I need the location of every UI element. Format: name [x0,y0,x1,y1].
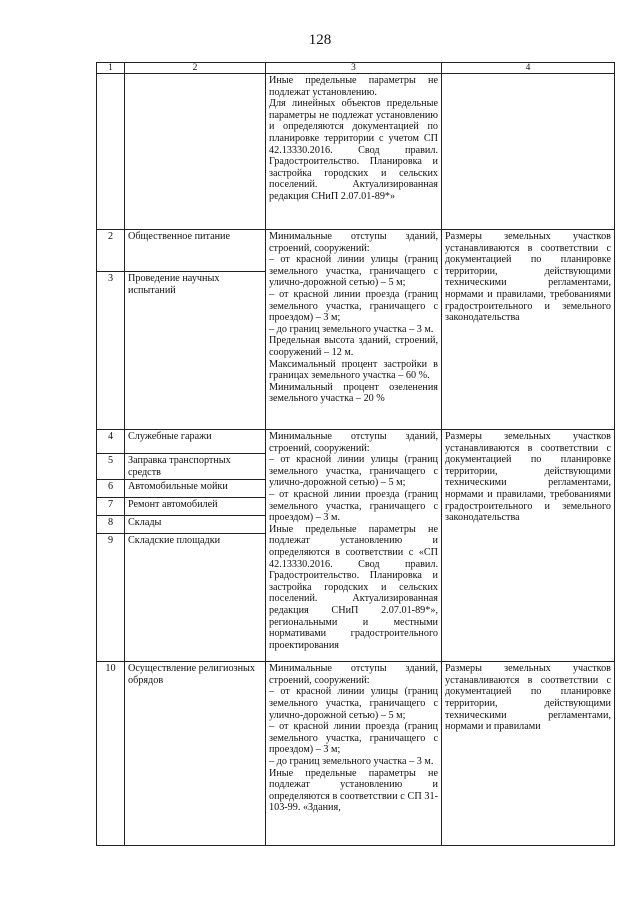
parameter-line: – от красной линии проезда (границ земельного участка, граничащего с проездом) – 3 м. [269,488,438,524]
parameter-line: – от красной линии проезда (границ земельного участка, граничащего с проездом) – 3 м; [269,288,438,324]
parameter-line: – до границ земельного участка – 3 м. [269,323,434,335]
table-header-row [97,63,615,74]
parameter-line: Иные предельные параметры не подлежат установлению и определяются в соответствии с «СП 42.13330.2016. Свод правил. Градостроительство. Планировка и застройка городских и сельских поселений. Актуализированная редакция СНиП 2.07.01-89*», региональными и местными нормативами градостроительного проектирования [269,523,438,651]
table-row [97,74,615,230]
parameters-cell [266,430,442,662]
row-number-cell [97,74,125,230]
parameter-line: Предельная высота зданий, строений, сооружений – 12 м. [269,335,438,358]
parameter-line: Иные предельные параметры не подлежат установлению и определяются в соответствии с СП 31-103-99. «Здания, [269,767,438,814]
parameter-line: – от красной линии улицы (границ земельного участка, граничащего с улично-дорожной сетью) – 5 м; [269,454,438,489]
use-name: Автомобильные мойки [125,480,266,498]
regulations-table [96,62,615,846]
parameters-cell [266,74,442,230]
parameters-cell [266,662,442,846]
row-number: 7 [97,498,125,516]
parameter-line: Минимальный процент озеленения земельного участка – 20 % [269,381,438,405]
parameter-line: Минимальные отступы зданий, строений, сооружений: [269,663,438,686]
use-name-cell [125,74,266,230]
notes-cell: Размеры земельных участков устанавливаются в соответствии с документацией по планировке территории, действующими техническими регламентами, нормами и правилами, требованиями градостроительного и земельного законодательства [442,230,615,430]
use-name: Проведение научных испытаний [125,272,266,430]
parameter-line: – от красной линии улицы (границ земельного участка, граничащего с улично-дорожной сетью) – 5 м; [269,254,438,289]
use-name: Общественное питание [125,230,266,272]
parameters-cell [266,230,442,430]
page-number: 128 [308,32,332,48]
notes-cell: Размеры земельных участков устанавливаются в соответствии с документацией по планировке территории, действующими техническими регламентами, нормами и правилами [442,662,615,846]
use-name: Осуществление религиозных обрядов [125,662,266,846]
table-row [97,430,615,454]
header-col-4: 4 [442,63,615,74]
notes-cell: Размеры земельных участков устанавливаются в соответствии с документацией по планировке территории, действующими техническими регламентами, нормами и правилами, требованиями градостроительного и земельного законодательства [442,430,615,662]
row-number: 2 [97,230,125,272]
use-name: Склады [125,516,266,534]
header-col-3: 3 [266,63,442,74]
row-number: 4 [97,430,125,454]
parameter-line: Минимальные отступы зданий, строений, сооружений: [269,231,438,254]
parameter-line: Максимальный процент застройки в границах земельного участка – 60 %. [269,358,438,382]
header-col-2: 2 [125,63,266,74]
row-number: 3 [97,272,125,430]
row-number: 5 [97,454,125,480]
row-number: 8 [97,516,125,534]
parameter-line: – от красной линии улицы (границ земельного участка, граничащего с улично-дорожной сетью) – 5 м; [269,686,438,721]
parameter-line: Иные предельные параметры не подлежат установлению. [269,75,438,98]
use-name: Заправка транспортных средств [125,454,266,480]
table-row [97,662,615,846]
parameter-line: Для линейных объектов предельные параметры не подлежат установлению и определяются документацией по планировке территории с учетом СП 42.13330.2016. Свод правил. Градостроительство. Планировка и застройка городских и сельских поселений. Актуализированная редакция СНиП 2.07.01-89*» [269,98,438,202]
use-name: Служебные гаражи [125,430,266,454]
use-name: Ремонт автомобилей [125,498,266,516]
header-col-1: 1 [97,63,125,74]
use-name: Складские площадки [125,534,266,662]
notes-cell [442,74,615,230]
table-row [97,230,615,272]
parameter-line: – от красной линии проезда (границ земельного участка, граничащего с проездом) – 3 м; [269,721,438,756]
row-number: 9 [97,534,125,662]
row-number: 10 [97,662,125,846]
parameter-line: Минимальные отступы зданий, строений, сооружений: [269,431,438,454]
parameter-line: – до границ земельного участка – 3 м. [269,755,434,767]
row-number: 6 [97,480,125,498]
